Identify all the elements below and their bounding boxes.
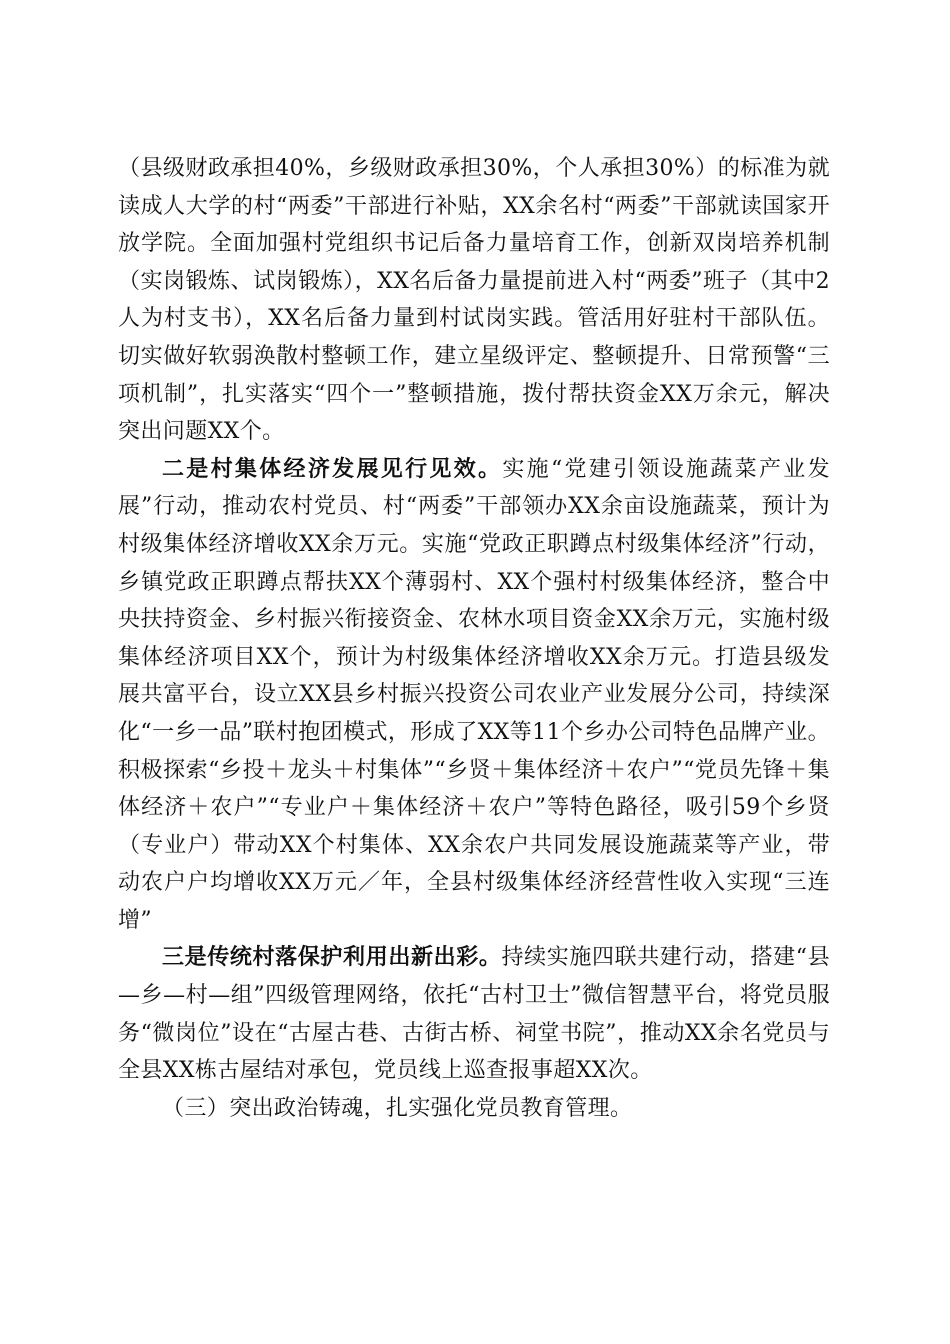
- paragraph-lead-heading: 三是传统村落保护利用出新出彩。: [162, 944, 502, 971]
- paragraph-text: （县级财政承担40%，乡级财政承担30%，个人承担30%）的标准为就读成人大学的村“两委”干部进行补贴，XX余名村“两委”干部就读国家开放学院。全面加强村党组织书记后备力量培育工作，创新双岗培养机制（实岗锻炼、试岗锻炼），XX名后备力量提前进入村“两委”班子（其中2人为村支书），XX名后备力量到村试岗实践。管活用好驻村干部队伍。切实做好软弱涣散村整顿工作，建立星级评定、整顿提升、日常预警“三项机制”，扎实落实“四个一”整顿措施，拨付帮扶资金XX万余元，解决突出问题XX个。: [118, 156, 830, 445]
- document-page: [118, 150, 830, 1127]
- paragraph-text: 持续实施四联共建行动，搭建“县—乡—村—组”四级管理网络，依托“古村卫士”微信智慧平台，将党员服务“微岗位”设在“古屋古巷、古街古桥、祠堂书院”，推动XX余名党员与全县XX栋古屋结对承包，党员线上巡查报事超XX次。: [118, 945, 830, 1084]
- paragraph-traditional-villages: [118, 939, 830, 1089]
- paragraph-subsidy-standard: [118, 150, 830, 451]
- paragraph-lead-heading: 二是村集体经济发展见行见效。: [162, 455, 503, 482]
- paragraph-collective-economy: [118, 451, 830, 940]
- section-heading-3: [118, 1090, 830, 1128]
- paragraph-text: 实施“党建引领设施蔬菜产业发展”行动，推动农村党员、村“两委”干部领办XX余亩设施蔬菜，预计为村级集体经济增收XX余万元。实施“党政正职蹲点村级集体经济”行动，乡镇党政正职蹲点帮扶XX个薄弱村、XX个强村村级集体经济，整合中央扶持资金、乡村振兴衔接资金、农林水项目资金XX余万元，实施村级集体经济项目XX个，预计为村级集体经济增收XX余万元。打造县级发展共富平台，设立XX县乡村振兴投资公司农业产业发展分公司，持续深化“一乡一品”联村抱团模式，形成了XX等11个乡办公司特色品牌产业。积极探索“乡投＋龙头＋村集体”“乡贤＋集体经济＋农户”“党员先锋＋集体经济＋农户”“专业户＋集体经济＋农户”等特色路径，吸引59个乡贤（专业户）带动XX个村集体、XX余农户共同发展设施蔬菜等产业，带动农户户均增收XX万元／年，全县村级集体经济经营性收入实现“三连增”: [118, 456, 830, 933]
- section-heading-text: （三）突出政治铸魂，扎实强化党员教育管理。: [162, 1095, 633, 1121]
